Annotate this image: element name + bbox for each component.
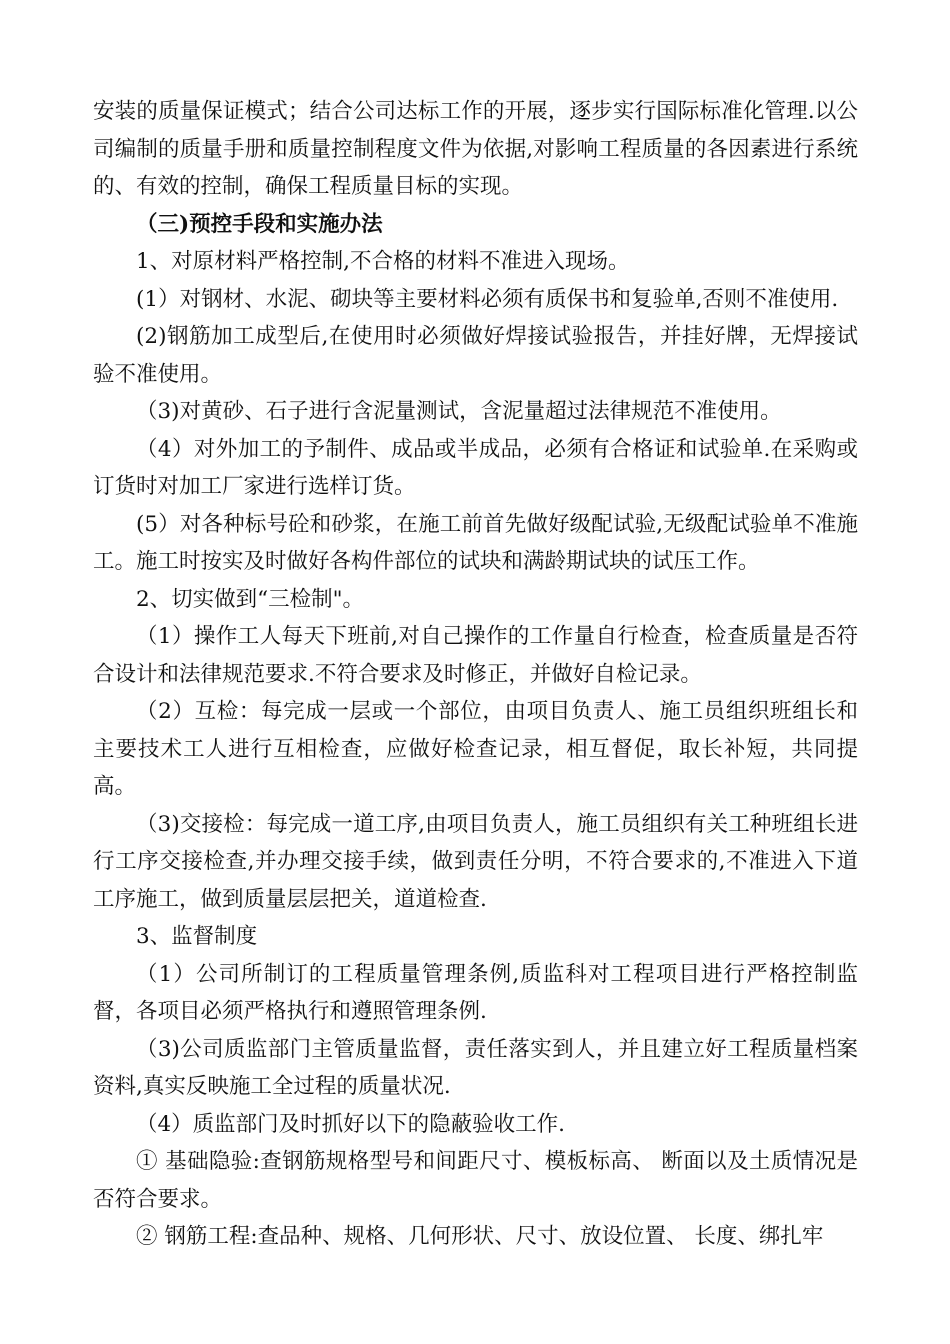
paragraph: 1、对原材料严格控制,不合格的材料不准进入现场。 xyxy=(136,249,630,274)
paragraph: 2、切实做到“三检制"。 xyxy=(136,586,365,612)
paragraph: （4）质监部门及时抓好以下的隐蔽验收工作. xyxy=(136,1111,566,1137)
paragraph: (2)钢筋加工成型后,在使用时必须做好焊接试验报告，并挂好牌，无焊接试验不准使用。 xyxy=(93,324,858,387)
paragraph: （1）操作工人每天下班前,对自己操作的工作量自行检查，检查质量是否符合设计和法律规范要求.不符合要求及时修正，并做好自检记录。 xyxy=(93,624,858,687)
paragraph: 3、监督制度 xyxy=(136,924,258,949)
paragraph: （3)交接检：每完成一道工序,由项目负责人，施工员组织有关工种班组长进行工序交接检查,并办理交接手续，做到责任分明，不符合要求的,不准进入下道工序施工，做到质量层层把关，道道检查. xyxy=(93,811,858,912)
paragraph: (5）对各种标号砼和砂浆，在施工前首先做好级配试验,无级配试验单不准施工。施工时按实及时做好各构件部位的试块和满龄期试块的试压工作。 xyxy=(93,511,858,574)
paragraph: ② 钢筋工程:查品种、规格、几何形状、尺寸、放设位置、 长度、绑扎牢 xyxy=(136,1224,824,1249)
paragraph: (1）对钢材、水泥、砌块等主要材料必须有质保书和复验单,否则不准使用. xyxy=(136,286,839,312)
paragraph: ① 基础隐验:查钢筋规格型号和间距尺寸、模板标高、 断面以及土质情况是否符合要求。 xyxy=(93,1149,858,1212)
paragraph-intro: 安装的质量保证模式；结合公司达标工作的开展，逐步实行国际标准化管理.以公司编制的质量手册和质量控制程度文件为依据,对影响工程质量的各因素进行系统的、有效的控制，确保工程质量目标的实现。 xyxy=(93,99,858,199)
paragraph: （1）公司所制订的工程质量管理条例,质监科对工程项目进行严格控制监督，各项目必须严格执行和遵照管理条例. xyxy=(93,961,858,1024)
paragraph: （4）对外加工的予制件、成品或半成品，必须有合格证和试验单.在采购或订货时对加工厂家进行选样订货。 xyxy=(93,436,858,499)
paragraph: （3)公司质监部门主管质量监督，责任落实到人，并且建立好工程质量档案资料,真实反映施工全过程的质量状况. xyxy=(93,1036,858,1099)
paragraph: （2）互检：每完成一层或一个部位，由项目负责人、施工员组织班组长和主要技术工人进行互相检查，应做好检查记录，相互督促，取长补短，共同提高。 xyxy=(93,699,858,799)
paragraph: （3)对黄砂、石子进行含泥量测试，含泥量超过法律规范不准使用。 xyxy=(136,399,782,424)
section-heading: （三)预控手段和实施办法 xyxy=(136,211,383,237)
